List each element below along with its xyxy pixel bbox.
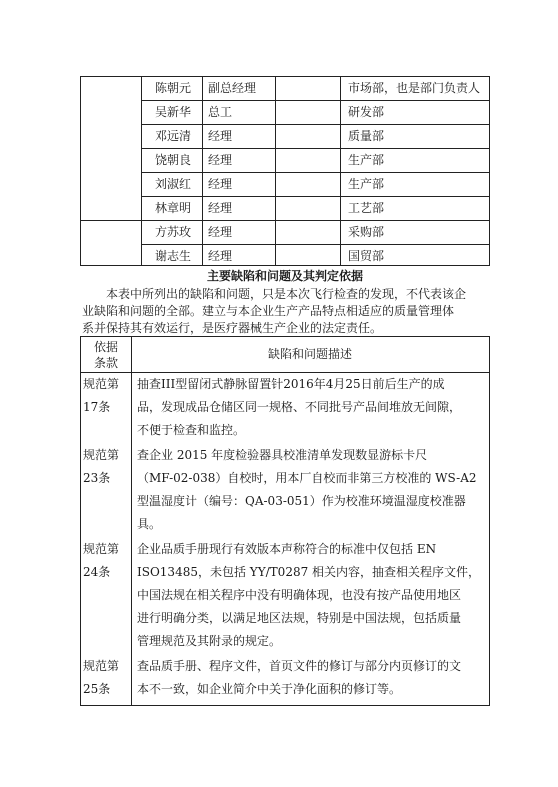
basis-line: 24条 (83, 565, 111, 579)
intro-line: 系并保持其有效运行，是医疗器械生产企业的法定责任。 (82, 321, 383, 335)
section-heading: 主要缺陷和问题及其判定依据 (206, 269, 363, 283)
row-divider (141, 100, 489, 101)
person-name: 陈朝元 (154, 81, 191, 95)
person-name: 林章明 (154, 201, 191, 215)
finding-description (137, 538, 489, 653)
finding-basis (83, 655, 129, 701)
person-dept: 研发部 (348, 105, 385, 119)
col-divider (131, 337, 132, 705)
col-divider (202, 77, 203, 265)
person-name: 方苏玫 (154, 225, 191, 239)
col-divider (141, 77, 142, 265)
basis-line: 规范第 (83, 448, 120, 462)
header-basis-line: 条款 (93, 356, 118, 370)
person-dept: 市场部，也是部门负责人 (348, 81, 481, 95)
person-title: 总工 (208, 105, 233, 119)
basis-line: 25条 (83, 682, 111, 696)
desc-line: 具。 (137, 517, 162, 531)
person-dept: 质量部 (348, 129, 385, 143)
person-name: 邓远清 (154, 129, 191, 143)
person-name: 刘淑红 (154, 177, 191, 191)
person-title: 经理 (208, 225, 233, 239)
desc-line: 本不一致，如企业简介中关于净化面积的修订等。 (137, 682, 402, 696)
person-name: 谢志生 (154, 249, 191, 263)
desc-line: ISO13485，未包括 YY/T0287 相关内容，抽查相关程序文件， (137, 565, 481, 579)
row-divider (141, 148, 489, 149)
row-divider (141, 172, 489, 173)
row-divider (81, 220, 489, 221)
finding-description (137, 444, 489, 536)
row-divider (141, 244, 489, 245)
header-basis-line: 依据 (93, 340, 118, 354)
desc-line: 中国法规在相关程序中没有明确体现，也没有按产品使用地区 (137, 588, 462, 602)
basis-line: 规范第 (83, 377, 120, 391)
finding-description (137, 655, 489, 701)
header-basis (81, 339, 131, 371)
person-title: 经理 (208, 177, 233, 191)
person-title: 经理 (208, 201, 233, 215)
person-dept: 工艺部 (348, 201, 385, 215)
person-dept: 国贸部 (348, 249, 385, 263)
header-description: 缺陷和问题描述 (267, 347, 352, 361)
finding-basis (83, 444, 129, 490)
col-divider (340, 77, 341, 265)
col-divider (275, 77, 276, 265)
basis-line: 规范第 (83, 542, 120, 556)
desc-line: 查企业 2015 年度检验器具校准清单发现数显游标卡尺 (137, 448, 428, 462)
row-divider (141, 124, 489, 125)
person-title: 副总经理 (208, 81, 257, 95)
person-dept: 采购部 (348, 225, 385, 239)
person-dept: 生产部 (348, 177, 385, 191)
person-title: 经理 (208, 129, 233, 143)
person-name: 饶朝良 (154, 153, 191, 167)
desc-line: （MF-02-038）自校时，用本厂自校而非第三方校准的 WS-A2 (137, 471, 477, 485)
desc-line: 抽查III型留闭式静脉留置针2016年4月25日前后生产的成 (137, 377, 445, 391)
intro-paragraph (82, 286, 490, 337)
desc-line: 查品质手册、程序文件，首页文件的修订与部分内页修订的文 (137, 659, 462, 673)
person-name: 吴新华 (154, 105, 191, 119)
person-title: 经理 (208, 249, 233, 263)
desc-line: 不便于检查和监控。 (137, 423, 246, 437)
basis-line: 17条 (83, 400, 111, 414)
finding-basis (83, 538, 129, 584)
person-title: 经理 (208, 153, 233, 167)
person-dept: 生产部 (348, 153, 385, 167)
basis-line: 23条 (83, 471, 111, 485)
findings-table (80, 336, 490, 706)
desc-line: 企业品质手册现行有效版本声称符合的标准中仅包括 EN (137, 542, 437, 556)
personnel-table (80, 76, 490, 266)
intro-line: 业缺陷和问题的全部。建立与本企业生产产品特点相适应的质量管理体 (82, 304, 455, 318)
desc-line: 管理规范及其附录的规定。 (137, 634, 282, 648)
finding-basis (83, 373, 129, 419)
finding-description (137, 373, 489, 442)
desc-line: 型温湿度计（编号：QA-03-051）作为校准环境温湿度校准器 (137, 494, 466, 508)
desc-line: 进行明确分类，以满足地区法规，特别是中国法规，包括质量 (137, 611, 462, 625)
basis-line: 规范第 (83, 659, 120, 673)
intro-line: 本表中所列出的缺陷和问题，只是本次飞行检查的发现，不代表该企 (106, 287, 467, 301)
row-divider (141, 196, 489, 197)
desc-line: 品，发现成品仓储区同一规格、不同批号产品间堆放无间隙， (137, 400, 462, 414)
